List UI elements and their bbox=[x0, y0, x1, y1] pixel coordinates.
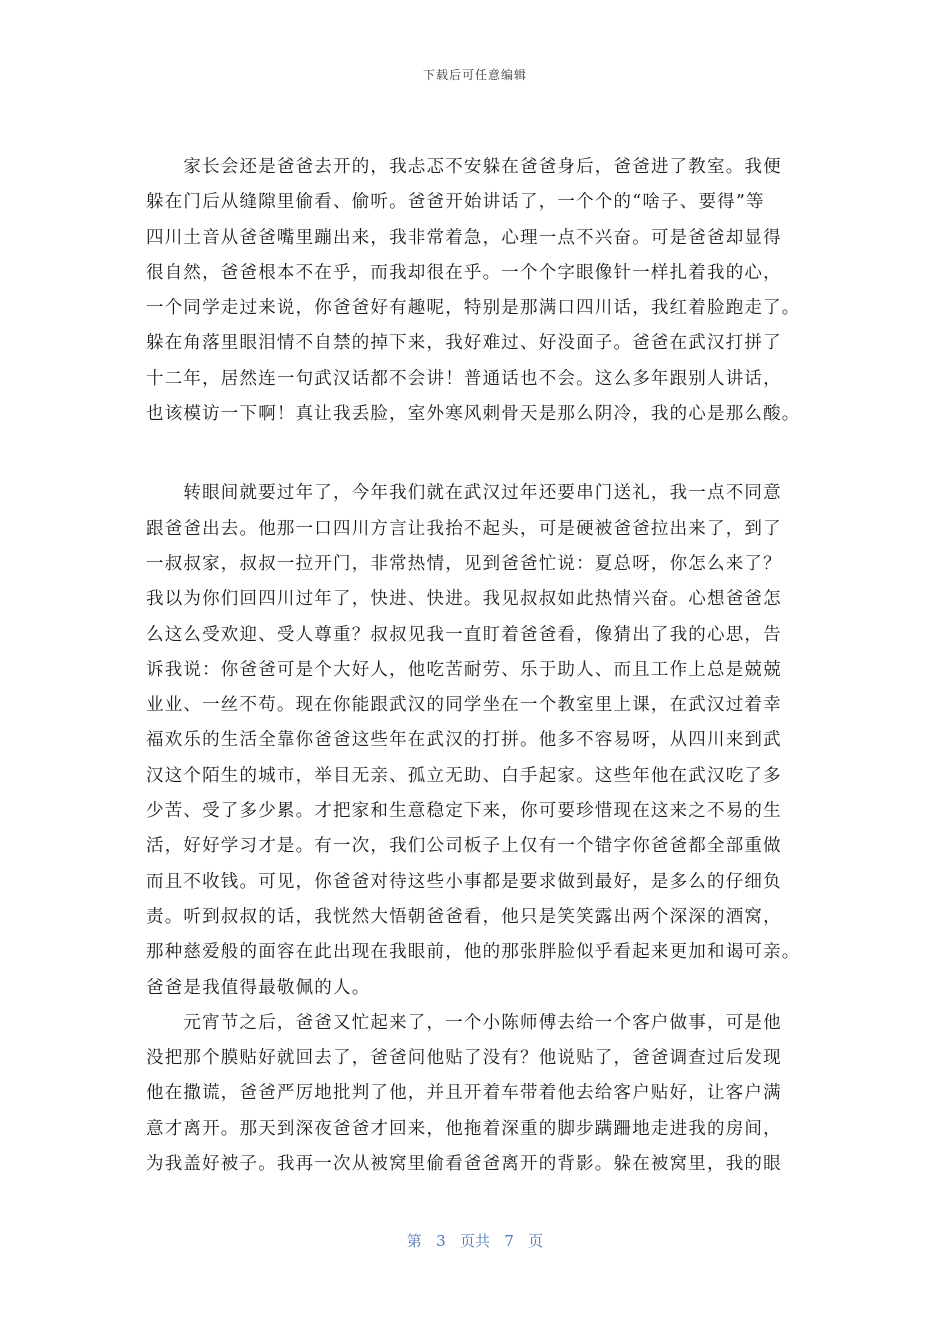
text-line: 爸爸是我值得最敬佩的人。 bbox=[146, 977, 371, 998]
page-header: 下载后可任意编辑 bbox=[422, 68, 527, 82]
text-line: 而且不收钱。可见，你爸爸对待这些小事都是要求做到最好，是多么的仔细负 bbox=[146, 871, 782, 892]
paragraph bbox=[146, 476, 808, 1005]
text-line: 没把那个膜贴好就回去了，爸爸问他贴了没有？他说贴了，爸爸调查过后发现 bbox=[146, 1048, 782, 1069]
text-line: 家长会还是爸爸去开的，我忐忑不安躲在爸爸身后，爸爸进了教室。我便 bbox=[146, 157, 782, 177]
text-line: 也该模访一下啊！真让我丢脸，室外寒风刺骨天是那么阴冷，我的心是那么酸。 bbox=[146, 404, 801, 425]
page-footer bbox=[0, 1230, 950, 1251]
text-line: 四川土音从爸爸嘴里蹦出来，我非常着急，心理一点不兴奋。可是爸爸却显得 bbox=[146, 227, 782, 248]
text-line: 意才离开。那天到深夜爸爸才回来，他拖着深重的脚步蹒跚地走进我的房间， bbox=[146, 1118, 782, 1139]
text-line: 很自然，爸爸根本不在乎，而我却很在乎。一个个字眼像针一样扎着我的心， bbox=[146, 262, 782, 283]
paragraph-gap bbox=[146, 432, 808, 476]
text-line: 少苦、受了多少累。才把家和生意稳定下来，你可要珍惜现在这来之不易的生 bbox=[146, 801, 782, 822]
text-line: 一个同学走过来说，你爸爸好有趣呢，特别是那满口四川话，我红着脸跑走了。 bbox=[146, 298, 801, 319]
text-line: 一叔叔家，叔叔一拉开门，非常热情，见到爸爸忙说：夏总呀，你怎么来了？ bbox=[146, 553, 782, 574]
text-line: 诉我说：你爸爸可是个大好人，他吃苦耐劳、乐于助人、而且工作上总是兢兢 bbox=[146, 659, 782, 680]
current-page-number: 3 bbox=[436, 1232, 446, 1250]
text-line: 十二年，居然连一句武汉话都不会讲！普通话也不会。这么多年跟别人讲话， bbox=[146, 368, 782, 389]
text-line: 么这么受欢迎、受人尊重？叔叔见我一直盯着爸爸看，像猜出了我的心思，告 bbox=[146, 624, 782, 645]
text-line: 业业、一丝不苟。现在你能跟武汉的同学坐在一个教室里上课，在武汉过着幸 bbox=[146, 695, 782, 716]
footer-prefix: 第 bbox=[406, 1232, 422, 1250]
text-line: 躲在门后从缝隙里偷看、偷听。爸爸开始讲话了，一个个的“啥子、要得”等 bbox=[146, 192, 765, 213]
text-line: 福欢乐的生活全靠你爸爸这些年在武汉的打拼。他多不容易呀，从四川来到武 bbox=[146, 730, 782, 751]
text-line: 为我盖好被子。我再一次从被窝里偷看爸爸离开的背影。躲在被窝里，我的眼 bbox=[146, 1154, 782, 1175]
text-line: 责。听到叔叔的话，我恍然大悟朝爸爸看，他只是笑笑露出两个深深的酒窝， bbox=[146, 906, 782, 927]
text-line: 转眼间就要过年了，今年我们就在武汉过年还要串门送礼，我一点不同意 bbox=[146, 483, 782, 504]
total-page-count: 7 bbox=[504, 1232, 514, 1250]
text-line: 他在撒谎，爸爸严厉地批判了他，并且开着车带着他去给客户贴好，让客户满 bbox=[146, 1083, 782, 1104]
paragraph bbox=[146, 1006, 808, 1182]
text-line: 躲在角落里眼泪情不自禁的掉下来，我好难过、好没面子。爸爸在武汉打拼了 bbox=[146, 333, 782, 354]
document-body bbox=[146, 150, 808, 1182]
text-line: 我以为你们回四川过年了，快进、快进。我见叔叔如此热情兴奋。心想爸爸怎 bbox=[146, 589, 782, 610]
text-line: 跟爸爸出去。他那一口四川方言让我抬不起头，可是硬被爸爸拉出来了，到了 bbox=[146, 518, 782, 539]
text-line: 元宵节之后，爸爸又忙起来了，一个小陈师傅去给一个客户做事，可是他 bbox=[146, 1012, 782, 1033]
paragraph bbox=[146, 150, 808, 432]
text-line: 那种慈爱般的面容在此出现在我眼前，他的那张胖脸似乎看起来更加和谒可亲。 bbox=[146, 942, 801, 963]
footer-suffix: 页 bbox=[528, 1232, 544, 1250]
text-line: 活，好好学习才是。有一次，我们公司板子上仅有一个错字你爸爸都全部重做 bbox=[146, 836, 782, 857]
footer-middle: 页共 bbox=[459, 1232, 490, 1250]
text-line: 汉这个陌生的城市，举目无亲、孤立无助、白手起家。这些年他在武汉吃了多 bbox=[146, 765, 782, 786]
